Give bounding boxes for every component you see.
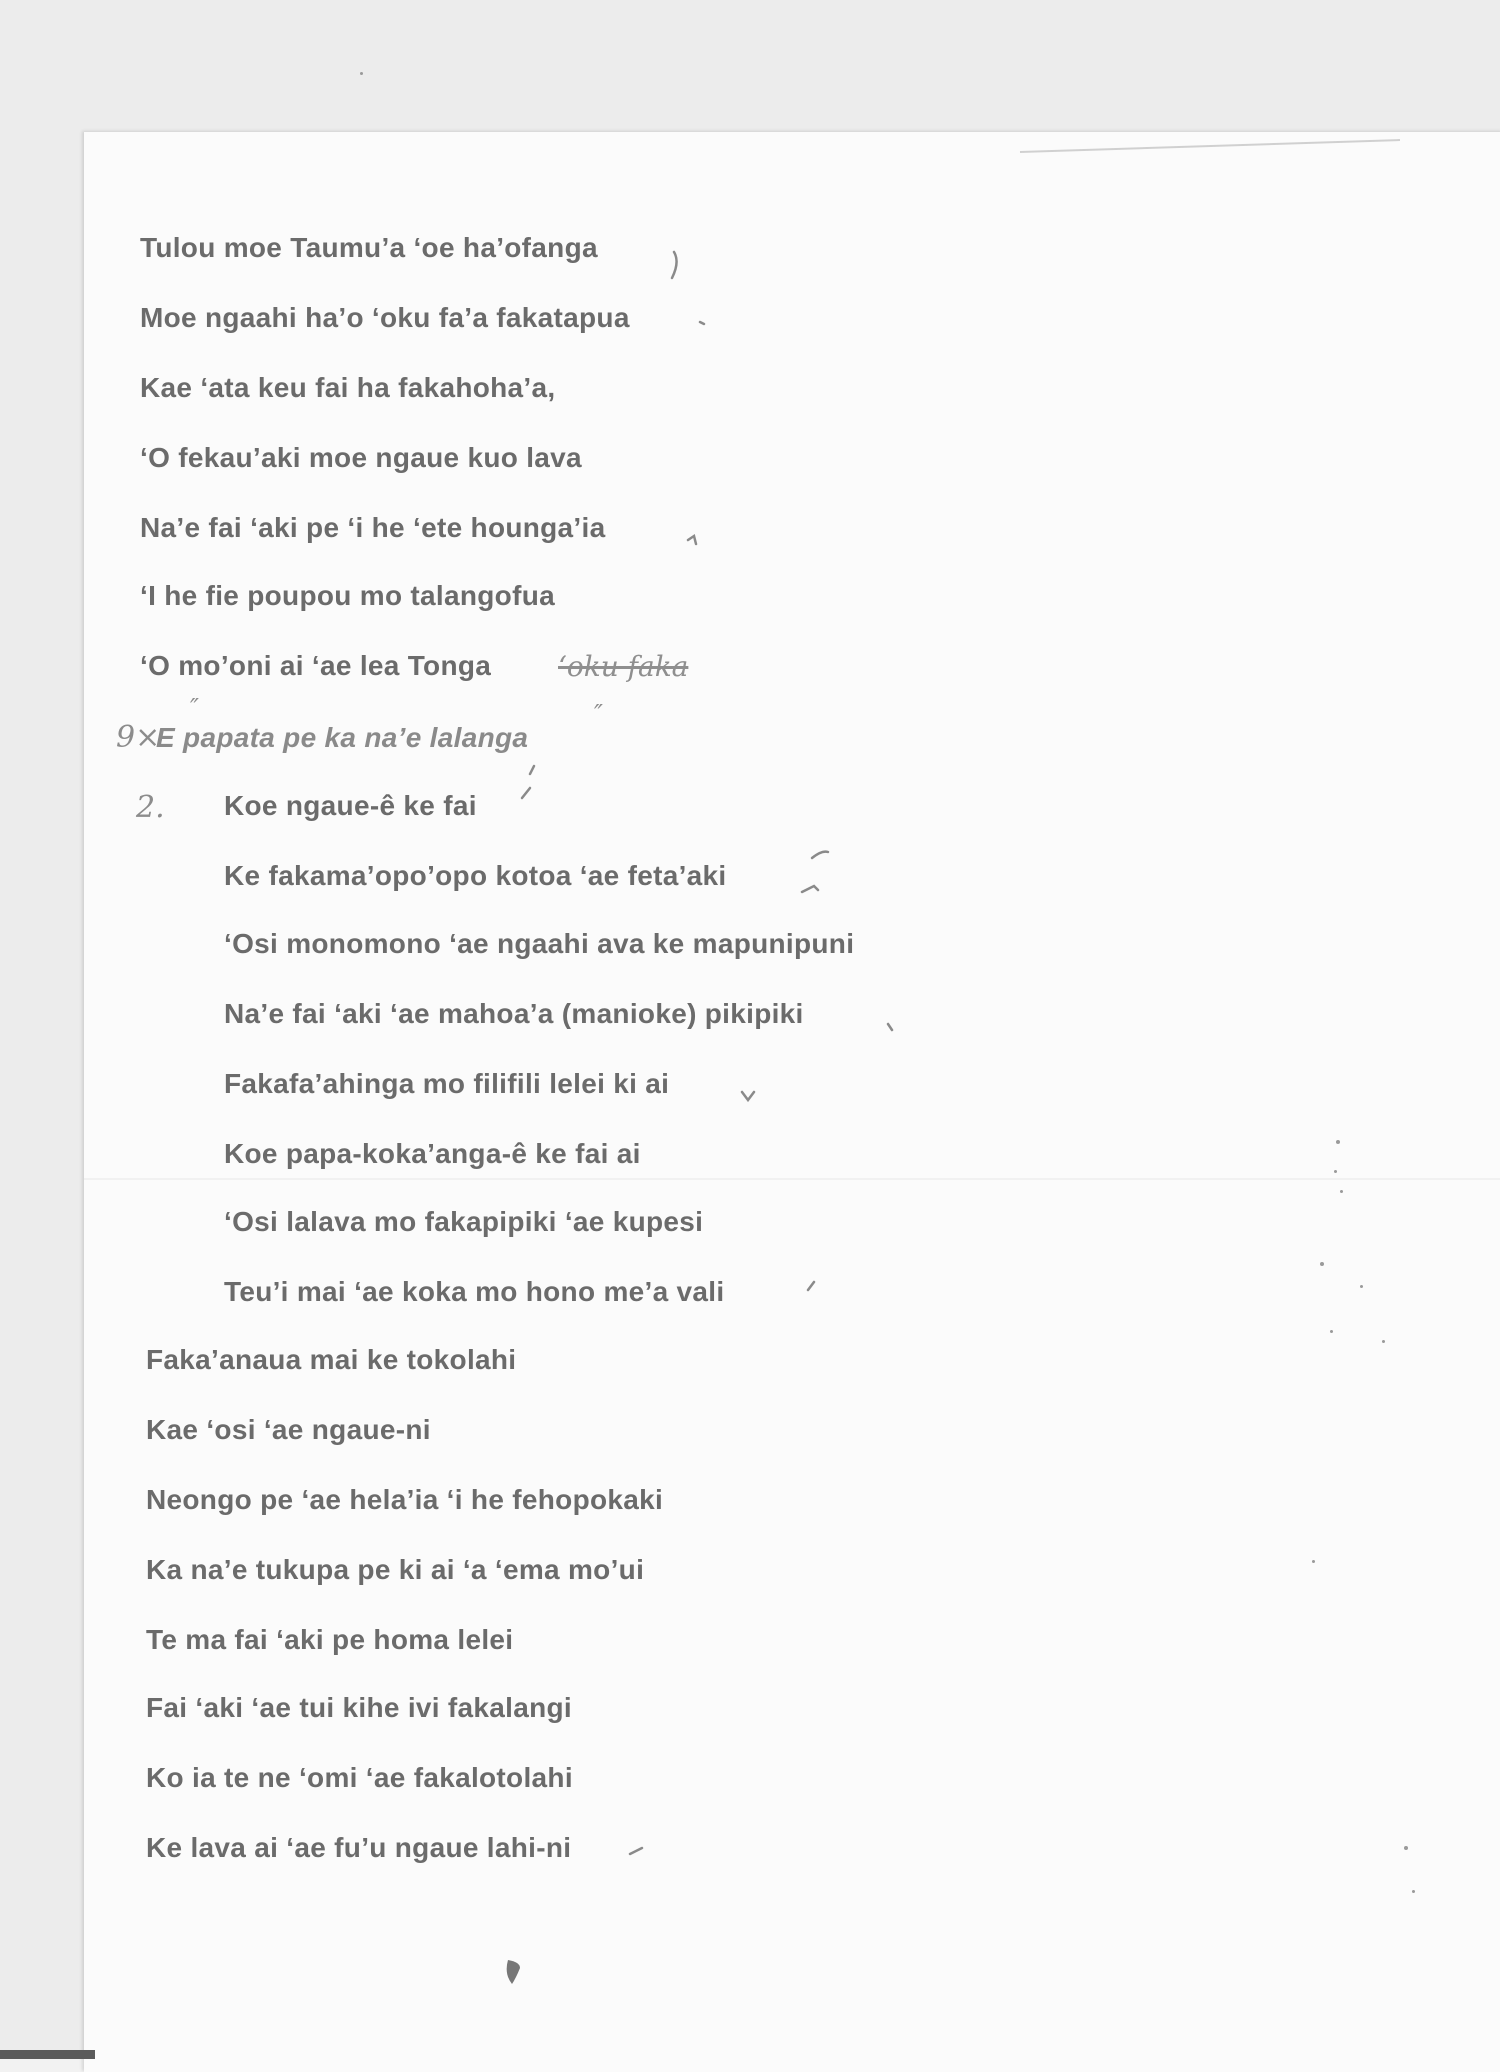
- poem-line-11: ‘Osi monomono ‘ae ngaahi ava ke mapunipuni: [224, 928, 855, 959]
- speck: [1404, 1846, 1408, 1850]
- speck: [1360, 1285, 1363, 1288]
- speck: [1312, 1560, 1315, 1563]
- speck: [1336, 1140, 1340, 1144]
- speck: [360, 72, 363, 75]
- poem-line-8: E papata pe ka na’e lalanga: [156, 722, 529, 753]
- bracket-mark: [802, 886, 818, 892]
- poem-line-21: Te ma fai ‘aki pe homa lelei: [146, 1624, 514, 1655]
- poem-line-24: Ke lava ai ‘ae fu’u ngaue lahi-ni: [146, 1832, 572, 1863]
- tick-mark: [808, 1282, 814, 1290]
- poem-line-12: Na’e fai ‘aki ‘ae mahoa’a (manioke) pikipiki: [224, 998, 804, 1029]
- speck: [1320, 1262, 1324, 1266]
- poem-line-17: Faka’anaua mai ke tokolahi: [146, 1344, 517, 1375]
- paper-crease: [1020, 140, 1400, 152]
- poem-line-5: Na’e fai ‘aki pe ‘i he ‘ete hounga’ia: [140, 512, 606, 543]
- poem-line-3: Kae ‘ata keu fai ha fakahoha’a,: [140, 372, 556, 403]
- poem-line-7: ‘O mo’oni ai ‘ae lea Tonga: [140, 650, 492, 681]
- speck: [1340, 1190, 1343, 1193]
- verse-number: 2.: [136, 790, 165, 825]
- bracket-mark: [812, 852, 828, 858]
- poem-line-18: Kae ‘osi ‘ae ngaue-ni: [146, 1414, 431, 1445]
- poem-line-13: Fakafa’ahinga mo filifili lelei ki ai: [224, 1068, 670, 1099]
- poem-line-2: Moe ngaahi ha’o ‘oku fa’a fakatapua: [140, 302, 630, 333]
- ink-blot: [507, 1960, 520, 1984]
- scanner-edge: [0, 2050, 95, 2059]
- poem-line-20: Ka na’e tukupa pe ki ai ‘a ‘ema mo’ui: [146, 1554, 645, 1585]
- speck: [1330, 1330, 1333, 1333]
- ditto-mark-left: ″: [190, 694, 199, 722]
- tick-mark: [630, 1848, 642, 1854]
- bracket-mark: [688, 536, 696, 544]
- tick-mark: [530, 766, 534, 774]
- poem-line-23: Ko ia te ne ‘omi ‘ae fakalotolahi: [146, 1762, 573, 1793]
- poem-line-4: ‘O fekau’aki moe ngaue kuo lava: [140, 442, 582, 473]
- period-mark: [700, 322, 704, 324]
- tick-mark: [888, 1024, 892, 1030]
- poem-line-15: ‘Osi lalava mo fakapipiki ‘ae kupesi: [224, 1206, 704, 1237]
- poem-line-6: ‘I he fie poupou mo talangofua: [140, 580, 555, 611]
- comma-mark: [672, 252, 677, 278]
- poem-line-22: Fai ‘aki ‘ae tui kihe ivi fakalangi: [146, 1692, 573, 1723]
- speck: [1412, 1890, 1415, 1893]
- struck-out-text: ‘oku faka: [558, 650, 689, 683]
- poem-line-14: Koe papa-koka’anga-ê ke fai ai: [224, 1138, 641, 1169]
- poem-line-19: Neongo pe ‘ae hela’ia ‘i he fehopokaki: [146, 1484, 664, 1515]
- tick-mark: [742, 1092, 754, 1100]
- speck: [1334, 1170, 1337, 1173]
- poem-line-10: Ke fakama’opo’opo kotoa ‘ae feta’aki: [224, 860, 727, 891]
- margin-mark: 9×: [116, 720, 161, 755]
- poem-line-1: Tulou moe Taumu’a ‘oe ha’ofanga: [140, 232, 598, 263]
- tick-mark: [522, 788, 530, 798]
- speck: [1382, 1340, 1385, 1343]
- ditto-mark-right: ″: [594, 700, 603, 728]
- poem-line-9: Koe ngaue-ê ke fai: [224, 790, 477, 821]
- poem-line-16: Teu’i mai ‘ae koka mo hono me’a vali: [224, 1276, 725, 1307]
